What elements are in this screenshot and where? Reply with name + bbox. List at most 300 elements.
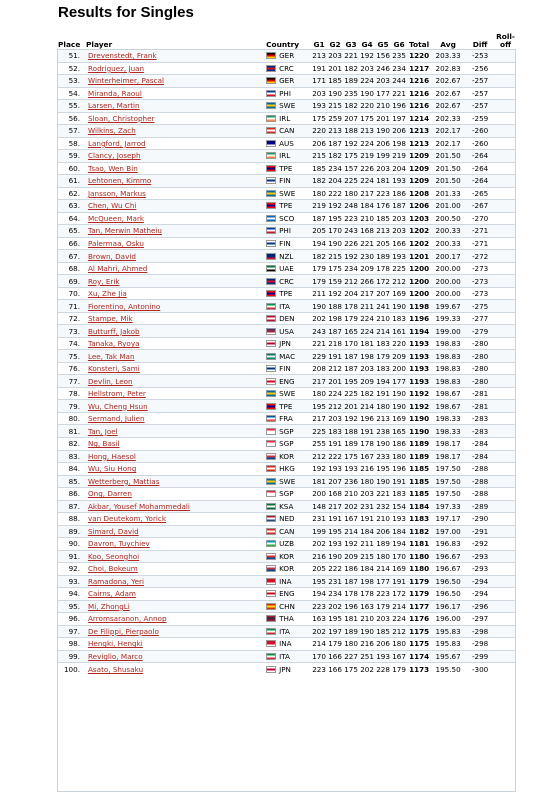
player-link[interactable]: Clancy, Joseph — [88, 151, 141, 161]
place-cell: 89. — [57, 525, 85, 538]
roll-off-cell — [495, 400, 516, 413]
country-flag-icon — [266, 253, 276, 260]
game-score: 224 — [328, 389, 342, 399]
country-code: THA — [279, 614, 294, 624]
player-link[interactable]: Simard, David — [88, 526, 139, 536]
game-score: 201 — [376, 113, 390, 123]
country-code: SGP — [279, 489, 294, 499]
country-code: DEN — [279, 314, 295, 324]
country-flag-icon — [266, 177, 276, 184]
country-flag-icon — [266, 365, 276, 372]
game-score: 203 — [360, 364, 374, 374]
game-score: 225 — [312, 426, 326, 436]
country-flag-icon — [266, 315, 276, 322]
total-cell: 1213 — [409, 126, 430, 136]
game-score: 197 — [392, 113, 406, 123]
player-link[interactable]: Roy, Erik — [88, 276, 120, 286]
place-cell: 96. — [57, 613, 85, 626]
diff-cell: -280 — [465, 337, 495, 350]
game-score: 187 — [328, 138, 342, 148]
country-code: SGP — [279, 439, 294, 449]
player-cell — [85, 425, 265, 438]
country-flag-icon — [266, 265, 276, 272]
game-score: 246 — [376, 63, 390, 73]
game-score: 219 — [360, 151, 374, 161]
player-cell — [85, 187, 265, 200]
player-link[interactable]: Sermand, Julien — [88, 414, 145, 424]
country-code: IRL — [279, 151, 291, 161]
game-score: 203 — [360, 489, 374, 499]
game-score: 193 — [392, 514, 406, 524]
game-score: 205 — [376, 238, 390, 248]
country-cell — [265, 75, 311, 88]
place-cell: 66. — [57, 237, 85, 250]
player-link[interactable]: McQueen, Mark — [88, 213, 145, 223]
player-link[interactable]: Rodriguez, Juan — [88, 63, 145, 73]
table-row — [57, 125, 516, 138]
country-cell — [265, 262, 311, 275]
player-link[interactable]: Sloan, Christopher — [88, 113, 155, 123]
avg-cell: 197.50 — [431, 488, 465, 501]
total-cell: 1174 — [409, 652, 430, 661]
game-score: 209 — [360, 264, 374, 274]
table-row — [57, 638, 516, 651]
player-link[interactable]: Konsteri, Sami — [88, 364, 140, 374]
player-link[interactable]: Wu, Cheng Hsun — [88, 401, 148, 411]
player-link[interactable]: Palermaa, Osku — [88, 238, 144, 248]
place-cell: 90. — [57, 538, 85, 551]
place-cell: 51. — [57, 50, 85, 63]
country-flag-icon — [266, 165, 276, 172]
player-link[interactable]: Fiorentino, Antonino — [88, 301, 161, 311]
place-cell: 85. — [57, 475, 85, 488]
game-score: 170 — [392, 551, 406, 561]
game-score: 206 — [376, 138, 390, 148]
game-score: 183 — [328, 426, 342, 436]
game-score: 161 — [392, 326, 406, 336]
game-score: 190 — [376, 126, 390, 136]
game-score: 193 — [328, 539, 342, 549]
player-cell — [85, 513, 265, 526]
game-score: 214 — [376, 564, 390, 574]
country-code: SWE — [279, 188, 296, 198]
country-code: NED — [279, 514, 295, 524]
player-link[interactable]: Tan, Joel — [88, 426, 118, 436]
player-link[interactable]: Butturff, Jakob — [88, 326, 140, 336]
total-cell: 1189 — [409, 439, 430, 449]
roll-off-cell — [495, 62, 516, 75]
place-cell: 54. — [57, 87, 85, 100]
total-cell: 1202 — [409, 238, 430, 248]
game-score: 166 — [328, 664, 342, 674]
total-cell: 1185 — [409, 476, 430, 486]
game-score: 183 — [392, 314, 406, 324]
player-cell — [85, 588, 265, 601]
game-score: 177 — [392, 376, 406, 386]
player-cell — [85, 175, 265, 188]
place-cell: 63. — [57, 200, 85, 213]
table-row — [57, 275, 516, 288]
diff-cell: -289 — [465, 500, 495, 513]
player-link[interactable]: Tan, Merwin Matheiu — [88, 226, 162, 236]
game-score: 202 — [312, 626, 326, 636]
place-cell: 55. — [57, 100, 85, 113]
game-score: 223 — [312, 601, 326, 611]
country-code: ITA — [279, 652, 290, 661]
results-body — [57, 50, 516, 675]
player-link[interactable]: Koo, Seonghoi — [88, 551, 140, 561]
avg-cell: 200.00 — [431, 287, 465, 300]
game-score: 192 — [344, 414, 358, 424]
diff-cell: -292 — [465, 538, 495, 551]
player-link[interactable]: Davron, Tuychiev — [88, 539, 150, 549]
game-score: 213 — [376, 226, 390, 236]
player-cell — [85, 237, 265, 250]
table-row — [57, 87, 516, 100]
game-score: 189 — [376, 251, 390, 261]
avg-cell: 195.83 — [431, 625, 465, 638]
avg-cell: 199.00 — [431, 325, 465, 338]
table-row — [57, 650, 516, 663]
game-score: 191 — [392, 476, 406, 486]
game-score: 189 — [344, 439, 358, 449]
game-score: 212 — [328, 364, 342, 374]
roll-off-cell — [495, 575, 516, 588]
player-link[interactable]: Lee, Tak Man — [88, 351, 135, 361]
player-link[interactable]: Wu, Siu Hong — [88, 464, 137, 474]
country-code: HKG — [279, 464, 295, 474]
player-link[interactable]: Mi, ZhongLi — [88, 601, 130, 611]
table-row — [57, 50, 516, 63]
game-score: 210 — [360, 213, 374, 223]
game-score: 193 — [392, 251, 406, 261]
game-score: 216 — [312, 551, 326, 561]
table-row — [57, 600, 516, 613]
game-score: 182 — [360, 389, 374, 399]
game-score: 157 — [344, 163, 358, 173]
country-flag-icon — [266, 328, 276, 335]
diff-cell: -296 — [465, 600, 495, 613]
roll-off-cell — [495, 212, 516, 225]
player-link[interactable]: Tanaka, Ryoya — [88, 339, 140, 349]
game-score: 212 — [328, 401, 342, 411]
game-score: 208 — [312, 364, 326, 374]
total-cell: 1181 — [409, 539, 430, 549]
player-link[interactable]: Akbar, Yousef Mohammedali — [88, 501, 190, 511]
game-score: 166 — [328, 652, 342, 661]
total-cell: 1194 — [409, 326, 430, 336]
game-score: 180 — [392, 639, 406, 649]
country-cell — [265, 225, 311, 238]
game-score: 184 — [360, 526, 374, 536]
player-link[interactable]: Hong, Haesol — [88, 451, 136, 461]
avg-cell: 198.33 — [431, 425, 465, 438]
diff-cell: -288 — [465, 475, 495, 488]
country-flag-icon — [266, 503, 276, 510]
player-cell — [85, 162, 265, 175]
country-code: CRC — [279, 276, 294, 286]
place-cell: 69. — [57, 275, 85, 288]
game-score: 182 — [344, 63, 358, 73]
avg-cell: 196.67 — [431, 563, 465, 576]
country-flag-icon — [266, 127, 276, 134]
player-link[interactable]: Miranda, Raoul — [88, 88, 142, 98]
country-flag-icon — [266, 65, 276, 72]
game-score: 215 — [328, 101, 342, 111]
game-score: 212 — [392, 276, 406, 286]
player-link[interactable]: Ramadona, Yeri — [88, 576, 144, 586]
player-cell — [85, 463, 265, 476]
game-score: 182 — [312, 251, 326, 261]
game-score: 170 — [312, 652, 326, 661]
player-cell — [85, 500, 265, 513]
game-score: 178 — [360, 589, 374, 599]
game-score: 175 — [344, 151, 358, 161]
game-score: 226 — [360, 163, 374, 173]
country-flag-icon — [266, 415, 276, 422]
country-flag-icon — [266, 428, 276, 435]
player-link[interactable]: Drevenstedt, Frank — [88, 51, 157, 61]
player-link[interactable]: Reviglio, Marco — [88, 652, 143, 661]
player-link[interactable]: Ng, Basil — [88, 439, 120, 449]
game-score: 180 — [360, 476, 374, 486]
country-cell — [265, 50, 311, 63]
player-link[interactable]: Xu, Zhe Jia — [88, 289, 127, 299]
game-score: 179 — [312, 276, 326, 286]
country-code: GER — [279, 76, 295, 86]
game-score: 167 — [344, 514, 358, 524]
country-code: KOR — [279, 551, 295, 561]
country-flag-icon — [266, 52, 276, 59]
table-row — [57, 62, 516, 75]
player-link[interactable]: Jansson, Markus — [88, 188, 146, 198]
total-cell: 1196 — [409, 314, 430, 324]
avg-cell: 200.50 — [431, 212, 465, 225]
player-link[interactable]: De Filippi, Pierpaolo — [88, 626, 159, 636]
country-code: KOR — [279, 451, 295, 461]
game-score: 199 — [376, 151, 390, 161]
roll-off-cell — [495, 588, 516, 601]
player-link[interactable]: Choi, Bokeum — [88, 564, 138, 574]
player-link[interactable]: Larsen, Martin — [88, 101, 140, 111]
player-link[interactable]: Cairns, Adam — [88, 589, 136, 599]
country-cell — [265, 62, 311, 75]
player-link[interactable]: Al Mahri, Ahmed — [88, 264, 148, 274]
game-score: 211 — [312, 289, 326, 299]
game-score: 224 — [392, 614, 406, 624]
country-flag-icon — [266, 628, 276, 635]
avg-cell: 200.33 — [431, 225, 465, 238]
country-code: TPE — [279, 401, 293, 411]
player-link[interactable]: Asato, Shusaku — [88, 664, 144, 674]
country-cell — [265, 150, 311, 163]
avg-cell: 196.17 — [431, 600, 465, 613]
game-score: 215 — [328, 251, 342, 261]
player-cell — [85, 550, 265, 563]
diff-cell: -279 — [465, 325, 495, 338]
total-cell: 1193 — [409, 351, 430, 361]
game-score: 171 — [312, 76, 326, 86]
player-link[interactable]: Tsao, Wen Bin — [88, 163, 138, 173]
avg-cell: 198.67 — [431, 400, 465, 413]
table-row — [57, 112, 516, 125]
game-score: 192 — [360, 51, 374, 61]
col-place: Place — [58, 40, 81, 49]
game-score: 191 — [360, 426, 374, 436]
game-score: 190 — [312, 301, 326, 311]
avg-cell: 197.17 — [431, 513, 465, 526]
total-cell: 1182 — [409, 526, 430, 536]
game-score: 187 — [328, 326, 342, 336]
avg-cell: 198.83 — [431, 337, 465, 350]
table-row — [57, 212, 516, 225]
player-link[interactable]: Hengki, Hengki — [88, 639, 143, 649]
table-row — [57, 550, 516, 563]
table-header-row — [57, 30, 516, 50]
avg-cell: 199.33 — [431, 312, 465, 325]
game-score: 205 — [312, 226, 326, 236]
player-link[interactable]: van Deutekom, Yorick — [88, 514, 167, 524]
country-cell — [265, 550, 311, 563]
player-link[interactable]: Arromsaranon, Annop — [88, 614, 167, 624]
diff-cell: -297 — [465, 613, 495, 626]
place-cell: 95. — [57, 600, 85, 613]
game-score: 159 — [328, 276, 342, 286]
game-score: 180 — [344, 188, 358, 198]
country-code: JPN — [279, 664, 291, 674]
table-row — [57, 563, 516, 576]
player-link[interactable]: Brown, David — [88, 251, 136, 261]
table-row — [57, 475, 516, 488]
player-link[interactable]: Wilkins, Zach — [88, 126, 136, 136]
game-score: 188 — [344, 426, 358, 436]
table-row — [57, 225, 516, 238]
country-code: FRA — [279, 414, 293, 424]
country-code: TPE — [279, 201, 293, 211]
game-score: 214 — [376, 326, 390, 336]
table-row — [57, 200, 516, 213]
place-cell: 100. — [57, 663, 85, 675]
game-score: 190 — [328, 238, 342, 248]
diff-cell: -284 — [465, 450, 495, 463]
country-flag-icon — [266, 190, 276, 197]
country-flag-icon — [266, 490, 276, 497]
avg-cell: 197.00 — [431, 525, 465, 538]
game-score: 148 — [312, 501, 326, 511]
game-score: 224 — [360, 326, 374, 336]
country-cell — [265, 488, 311, 501]
total-cell: 1175 — [409, 626, 430, 636]
player-link[interactable]: Wetterberg, Mattias — [88, 476, 160, 486]
country-flag-icon — [266, 615, 276, 622]
game-score: 179 — [328, 639, 342, 649]
avg-cell: 202.33 — [431, 112, 465, 125]
country-code: IRL — [279, 113, 291, 123]
player-link[interactable]: Devlin, Leon — [88, 376, 133, 386]
player-link[interactable]: Hellstrom, Peter — [88, 389, 146, 399]
game-score: 185 — [376, 626, 390, 636]
country-code: SCO — [279, 213, 295, 223]
player-cell — [85, 287, 265, 300]
game-score: 180 — [344, 639, 358, 649]
avg-cell: 195.83 — [431, 638, 465, 651]
game-score: 187 — [392, 201, 406, 211]
diff-cell: -264 — [465, 150, 495, 163]
game-score: 219 — [392, 151, 406, 161]
avg-cell: 203.33 — [431, 50, 465, 63]
country-cell — [265, 375, 311, 388]
game-score: 191 — [328, 439, 342, 449]
roll-off-cell — [495, 437, 516, 450]
country-flag-icon — [266, 77, 276, 84]
game-score: 190 — [360, 626, 374, 636]
diff-cell: -290 — [465, 513, 495, 526]
player-cell — [85, 150, 265, 163]
diff-cell: -275 — [465, 300, 495, 313]
country-cell — [265, 437, 311, 450]
game-score: 214 — [312, 639, 326, 649]
game-score: 217 — [328, 501, 342, 511]
country-cell — [265, 500, 311, 513]
player-link[interactable]: Stampe, Mik — [88, 314, 133, 324]
table-row — [57, 500, 516, 513]
total-cell: 1193 — [409, 376, 430, 386]
roll-off-cell — [495, 350, 516, 363]
country-cell — [265, 425, 311, 438]
player-link[interactable]: Ong, Darren — [88, 489, 132, 499]
total-cell: 1200 — [409, 264, 430, 274]
country-cell — [265, 475, 311, 488]
game-score: 189 — [344, 626, 358, 636]
game-score: 195 — [344, 376, 358, 386]
diff-cell: -283 — [465, 425, 495, 438]
player-link[interactable]: Chen, Wu Chi — [88, 201, 137, 211]
game-score: 195 — [312, 401, 326, 411]
place-cell: 92. — [57, 563, 85, 576]
game-score: 203 — [392, 213, 406, 223]
place-cell: 75. — [57, 350, 85, 363]
player-link[interactable]: Langford, Jarrod — [88, 138, 146, 148]
game-score: 209 — [344, 551, 358, 561]
total-cell: 1213 — [409, 138, 430, 148]
game-score: 201 — [328, 376, 342, 386]
player-link[interactable]: Winterheimer, Pascal — [88, 76, 165, 86]
table-row — [57, 162, 516, 175]
game-score: 183 — [392, 489, 406, 499]
country-cell — [265, 575, 311, 588]
country-code: CRC — [279, 63, 294, 73]
country-code: ITA — [279, 626, 290, 636]
table-row — [57, 525, 516, 538]
country-code: UAE — [279, 264, 294, 274]
table-row — [57, 237, 516, 250]
game-score: 234 — [328, 163, 342, 173]
diff-cell: -260 — [465, 125, 495, 138]
place-cell: 58. — [57, 137, 85, 150]
country-flag-icon — [266, 227, 276, 234]
country-cell — [265, 362, 311, 375]
country-flag-icon — [266, 578, 276, 585]
player-link[interactable]: Lehtonen, Kimmo — [88, 176, 152, 186]
country-code: KSA — [279, 501, 294, 511]
player-cell — [85, 87, 265, 100]
player-cell — [85, 75, 265, 88]
player-cell — [85, 638, 265, 651]
country-cell — [265, 538, 311, 551]
game-score: 203 — [312, 88, 326, 98]
game-score: 203 — [376, 163, 390, 173]
avg-cell: 201.50 — [431, 150, 465, 163]
